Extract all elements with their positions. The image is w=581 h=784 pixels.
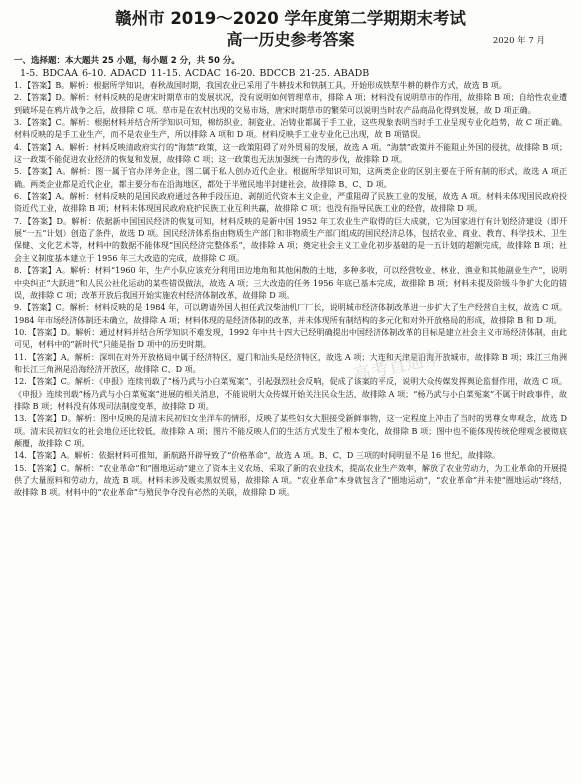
answer-item-15: 15．【答案】C。解析：“农业革命”和“圈地运动”建立了资本主义农场、采取了新的农业技术，提高农业生产效率，解放了农业劳动力，为工业革命的开展提供了大量原料和劳动力，故选 B 项。材料未涉及贩卖黑奴贸易，故排除 A 项。“农业革命”本身就包含了“圈地运动”，“农业革命”并未使“圈地运动”终结，故排除 B 项。材料中的“农业革命”与殖民争夺没有必然的关联，故排除 D 项。 xyxy=(14,463,567,498)
date-label: 2020 年 7 月 xyxy=(492,36,545,46)
section-heading: 一、选择题：本大题共 25 小题，每小题 2 分，共 50 分。 xyxy=(14,56,240,66)
answer-item-9: 9．【答案】C。解析：材料反映的是 1984 年，可以聘请外国人担任武汉柴油机厂厂长，说明城市经济体制改革进一步扩大了生产经营自主权，故选 C 项。1984 年市场经济体制还未确立，故排除 A 项；材料体现的是经济体制的改革，并未体现所有制结构的多元化和对外开放格局的形成，故排除 B 和 D 项。 xyxy=(14,303,567,325)
answer-item-8: 8．【答案】A。解析：材料“1960 年，生产小队应该充分利用田边地角和其他闲散的土地，多种多收，可以经营牧业、林业、渔业和其他副业生产”，说明中央纠正“大跃进”和人民公社化运动的某些错误做法，故选 A 项；三大改造的任务 1956 年底已基本完成，故排除 B 项；材料未提及阶级斗争扩大化的错误，故排除 C 项；改革开放后我国开始实施农村经济体制改革，故排除 D 项。 xyxy=(14,266,567,300)
page-subtitle: 高一历史参考答案 xyxy=(226,30,355,49)
answer-item-1: 1．【答案】B。解析：根据所学知识，春秋战国时期，我国农业已采用了牛耕技术和铁制工具，开始形成铁犁牛耕的耕作方式，故选 B 项。 xyxy=(14,81,507,90)
answer-item-2: 2．【答案】D。解析：材料反映的是唐宋时期草市的发展状况，没有说明如何管理草市，排除 A 项；材料没有说明草市的作用，故排除 B 项；自给性农业遭到破坏是在鸦片战争之后，故排除 C 项。草市是在农村出现的交易市场，唐宋时期草市的繁荣可以说明当时农产品商品化得到发展，故 D 项正确。 xyxy=(14,93,567,115)
answer-key: 1-5. BDCAA 6-10. ADACD 11-15. ACDAC 16-20. BDCCB 21-25. ABADB xyxy=(20,68,370,79)
answer-item-5: 5．【答案】A。解析：图一属于官办洋务企业，图二属于私人创办近代企业。根据所学知识可知，这两类企业的区别主要在于所有制的形式，故选 A 项正确。两类企业都是近代企业，都主要分布在沿海地区，都处于半殖民地半封建社会，故排除 B、C、D 项。 xyxy=(14,167,567,189)
answer-item-13: 13．【答案】D。解析：图中反映的是清末民初妇女坐洋车的情形，反映了某些妇女大胆接受新鲜事物，这一定程度上冲击了当时的男尊女卑观念，故选 D 项。清末民初妇女的社会地位还比较低，故排除 A 项；图片不能反映人们的生活方式发生了根本变化，故排除 B 项；图中也不能体现传统伦理观念被彻底颠覆，故排除 C 项。 xyxy=(14,414,567,448)
answer-item-14: 14．【答案】A。解析：依据材料可推知，新航路开辟导致了“价格革命”，故选 A 项。B、C、D 三项的时间明显不是 16 世纪，故排除。 xyxy=(14,451,501,461)
answer-item-11: 11．【答案】A。解析：深圳在对外开放格局中属于经济特区，厦门和汕头是经济特区，故选 A 项；大连和天津是沿海开放城市，故排除 B 项；珠江三角洲和长江三角洲是沿海经济开放区，故排除 C、D 项。 xyxy=(14,352,567,374)
answer-item-10: 10．【答案】D。解析：通过材料并结合所学知识不难发现，1992 年中共十四大已经明确提出中国经济体制改革的目标是建立社会主义市场经济体制，由此可见，材料中的“新时代”只能是指 D 项中的历史时期。 xyxy=(14,327,567,350)
answer-item-12: 12．【答案】C。解析：《申报》连续刊载了“杨乃武与小白菜冤案”，引起强烈社会反响，促成了该案的平反，说明大众传媒发挥舆论监督作用，故选 C 项。《申报》连续刊载“杨乃武与小白菜冤案”进展的相关消息，不能说明大众传媒开始关注民众生活，故排除 A 项；“杨乃武与小白菜冤案”不属于时政事件，故排除 B 项；材料没有体现司法制度变革，故排除 D 项。 xyxy=(14,377,567,411)
answer-item-6: 6．【答案】A。解析：材料反映的是国民政府通过各种手段压迫、剥削近代资本主义企业，严重阻碍了民族工业的发展，故选 A 项。材料未体现国民政府投资近代工业，故排除 B 项；材料未体现国民政府庇护民族工业互利共赢，故排除 C 项；也没有指导民族工业的经营，故排除 D 项。 xyxy=(14,192,567,214)
answer-sheet xyxy=(14,6,567,500)
page-title: 赣州市 2019～2020 学年度第二学期期末考试 xyxy=(115,9,466,28)
answer-item-4: 4．【答案】A。解析：材料反映清政府实行的“海禁”政策，这一政策阻碍了对外贸易的发展，故选 A 项。“海禁”政策并不能阻止外国的侵扰，故排除 B 项；这一政策不能促进农业经济的恢复和发展，故排除 C 项；这一政策也无法加强统一台湾的步伐，故排除 D 项。 xyxy=(14,142,567,165)
subtitle-row xyxy=(14,29,567,51)
answer-list xyxy=(14,80,567,500)
watermark: 高考直通车 xyxy=(351,346,444,387)
answer-item-7: 7．【答案】D。解析：依据新中国国民经济的恢复可知，材料反映的是新中国 1952 年工农业生产取得的巨大成就，它为国家进行有计划经济建设（即开展“一五”计划）创造了条件，故选 D 项。国民经济体系指由物质生产部门和非物质生产部门组成的国民经济总体，包括农业、商业、教育、科学技术、卫生保健、文化艺术等，材料中的数据不能体现“国民经济完整体系”，故排除 A 项；奠定社会主义工业化初步基础的是一五计划的超额完成，故排除 B 项；社会主义制度基本建立于 1956 年三大改造的完成，故排除 C 项。 xyxy=(14,216,567,263)
answer-item-3: 3．【答案】C。解析：根据材料并结合所学知识可知，棉纺织业、制瓷业、冶铸业都属于手工业，这些现象表明当时手工业呈现专业化趋势，故 C 项正确。材料反映的是手工业生产，而不是农业生产，所以排除 A 项和 D 项。材料反映手工业专业化已出现，故 B 项错误。 xyxy=(14,118,567,140)
